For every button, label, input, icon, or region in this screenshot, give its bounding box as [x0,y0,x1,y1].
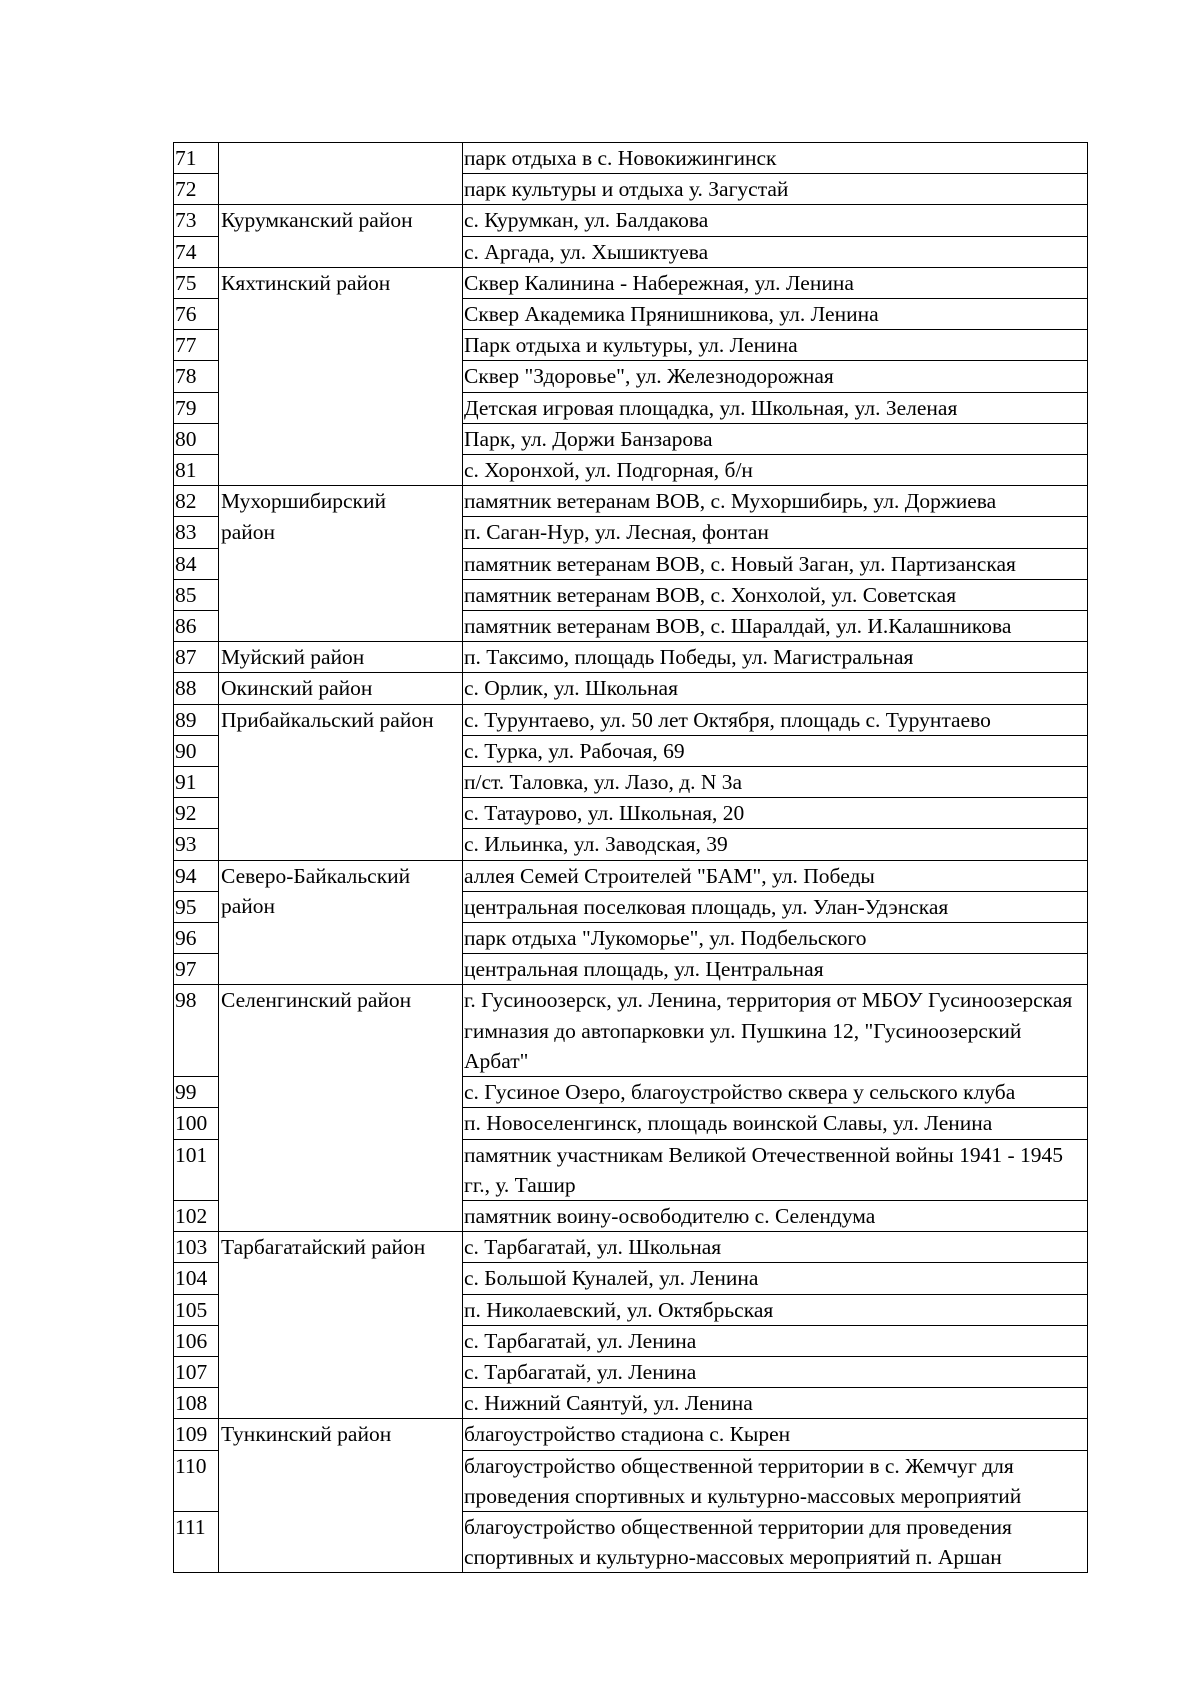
table-body [174,143,1088,1573]
table-row [174,392,1088,423]
table-row [174,673,1088,704]
territory-cell: памятник ветеранам ВОВ, с. Шаралдай, ул. И.Калашникова [463,611,1088,642]
row-number-cell: 92 [174,798,219,829]
territory-cell: г. Гусиноозерск, ул. Ленина, территория от МБОУ Гусиноозерская гимназия до автопарковки ул. Пушкина 12, "Гусиноозерский Арбат" [463,985,1088,1077]
table-row [174,579,1088,610]
row-number-cell: 84 [174,548,219,579]
row-number-cell: 82 [174,486,219,517]
district-cell: Мухоршибирский [219,486,463,517]
district-cell [219,392,463,423]
row-number-cell: 75 [174,267,219,298]
table-row [174,267,1088,298]
table-row [174,330,1088,361]
row-number-cell: 104 [174,1263,219,1294]
table-row [174,1419,1088,1450]
territory-cell: благоустройство общественной территории для проведения спортивных и культурно-массовых мероприятий п. Аршан [463,1511,1088,1572]
district-cell: Тарбагатайский район [219,1232,463,1263]
row-number-cell: 79 [174,392,219,423]
territory-cell: Парк, ул. Доржи Банзарова [463,423,1088,454]
territory-cell: с. Нижний Саянтуй, ул. Ленина [463,1388,1088,1419]
row-number-cell: 87 [174,642,219,673]
district-cell: Тункинский район [219,1419,463,1450]
row-number-cell: 105 [174,1294,219,1325]
row-number-cell: 80 [174,423,219,454]
table-row [174,548,1088,579]
territory-cell: Сквер "Здоровье", ул. Железнодорожная [463,361,1088,392]
district-cell [219,1511,463,1572]
row-number-cell: 106 [174,1325,219,1356]
row-number-cell: 76 [174,299,219,330]
district-cell [219,548,463,579]
district-cell [219,923,463,954]
territory-cell: с. Орлик, ул. Школьная [463,673,1088,704]
table-row [174,423,1088,454]
territory-cell: Сквер Академика Прянишникова, ул. Ленина [463,299,1088,330]
territory-cell: п. Таксимо, площадь Победы, ул. Магистральная [463,642,1088,673]
district-cell [219,455,463,486]
territory-cell: центральная поселковая площадь, ул. Улан-Удэнская [463,891,1088,922]
territory-cell: с. Тарбагатай, ул. Школьная [463,1232,1088,1263]
table-row [174,1108,1088,1139]
table-row [174,767,1088,798]
territory-cell: с. Аргада, ул. Хышиктуева [463,236,1088,267]
row-number-cell: 109 [174,1419,219,1450]
district-cell [219,1356,463,1387]
table-row [174,1325,1088,1356]
table-row [174,1200,1088,1231]
territory-cell: парк культуры и отдыха у. Загустай [463,174,1088,205]
territory-cell: п. Новоселенгинск, площадь воинской Славы, ул. Ленина [463,1108,1088,1139]
territory-cell: благоустройство общественной территории в с. Жемчуг для проведения спортивных и культурно-массовых мероприятий [463,1450,1088,1511]
district-cell: Северо-Байкальский [219,860,463,891]
table-row [174,1232,1088,1263]
district-cell [219,299,463,330]
row-number-cell: 108 [174,1388,219,1419]
table-row [174,517,1088,548]
territory-cell: парк отдыха в с. Новокижингинск [463,143,1088,174]
district-cell: район [219,517,463,548]
table-row [174,891,1088,922]
table-row [174,1388,1088,1419]
table-row [174,143,1088,174]
territory-cell: с. Курумкан, ул. Балдакова [463,205,1088,236]
territory-cell: п. Саган-Нур, ул. Лесная, фонтан [463,517,1088,548]
territory-cell: с. Тарбагатай, ул. Ленина [463,1356,1088,1387]
row-number-cell: 85 [174,579,219,610]
row-number-cell: 95 [174,891,219,922]
district-cell: Прибайкальский район [219,704,463,735]
table-row [174,798,1088,829]
table-row [174,1077,1088,1108]
district-cell [219,954,463,985]
table-row [174,829,1088,860]
territory-cell: Детская игровая площадка, ул. Школьная, ул. Зеленая [463,392,1088,423]
row-number-cell: 111 [174,1511,219,1572]
district-cell [219,143,463,174]
row-number-cell: 74 [174,236,219,267]
table-row [174,611,1088,642]
district-cell [219,767,463,798]
territory-cell: памятник участникам Великой Отечественной войны 1941 - 1945 гг., у. Ташир [463,1139,1088,1200]
district-cell [219,1294,463,1325]
row-number-cell: 110 [174,1450,219,1511]
territory-cell: с. Большой Куналей, ул. Ленина [463,1263,1088,1294]
row-number-cell: 107 [174,1356,219,1387]
table-row [174,455,1088,486]
table-row [174,985,1088,1077]
table-row [174,860,1088,891]
table-row [174,954,1088,985]
table-row [174,174,1088,205]
territory-cell: аллея Семей Строителей "БАМ", ул. Победы [463,860,1088,891]
district-cell [219,423,463,454]
district-cell [219,1200,463,1231]
territory-cell: с. Татаурово, ул. Школьная, 20 [463,798,1088,829]
district-cell [219,236,463,267]
district-cell [219,1388,463,1419]
row-number-cell: 102 [174,1200,219,1231]
district-cell [219,361,463,392]
territory-cell: благоустройство стадиона с. Кырен [463,1419,1088,1450]
territory-cell: п. Николаевский, ул. Октябрьская [463,1294,1088,1325]
row-number-cell: 72 [174,174,219,205]
district-cell [219,330,463,361]
territory-cell: п/ст. Таловка, ул. Лазо, д. N 3а [463,767,1088,798]
row-number-cell: 93 [174,829,219,860]
district-cell [219,579,463,610]
row-number-cell: 86 [174,611,219,642]
table-row [174,361,1088,392]
territory-cell: с. Тарбагатай, ул. Ленина [463,1325,1088,1356]
district-cell: Муйский район [219,642,463,673]
district-cell: Курумканский район [219,205,463,236]
territory-cell: памятник ветеранам ВОВ, с. Новый Заган, ул. Партизанская [463,548,1088,579]
row-number-cell: 101 [174,1139,219,1200]
district-cell [219,1263,463,1294]
district-cell [219,735,463,766]
territory-cell: памятник ветеранам ВОВ, с. Мухоршибирь, ул. Доржиева [463,486,1088,517]
table-row [174,1511,1088,1572]
row-number-cell: 96 [174,923,219,954]
row-number-cell: 89 [174,704,219,735]
territories-table [173,142,1088,1573]
territory-cell: памятник воину-освободителю с. Селендума [463,1200,1088,1231]
district-cell [219,1139,463,1200]
district-cell: Окинский район [219,673,463,704]
district-cell [219,829,463,860]
row-number-cell: 103 [174,1232,219,1263]
territory-cell: парк отдыха "Лукоморье", ул. Подбельского [463,923,1088,954]
district-cell: район [219,891,463,922]
territory-cell: с. Турунтаево, ул. 50 лет Октября, площадь с. Турунтаево [463,704,1088,735]
row-number-cell: 78 [174,361,219,392]
district-cell [219,798,463,829]
table-row [174,1450,1088,1511]
territory-cell: с. Хоронхой, ул. Подгорная, б/н [463,455,1088,486]
row-number-cell: 77 [174,330,219,361]
district-cell [219,1450,463,1511]
table-row [174,299,1088,330]
table-row [174,923,1088,954]
territory-cell: с. Турка, ул. Рабочая, 69 [463,735,1088,766]
row-number-cell: 94 [174,860,219,891]
table-row [174,236,1088,267]
row-number-cell: 81 [174,455,219,486]
row-number-cell: 99 [174,1077,219,1108]
territory-cell: Парк отдыха и культуры, ул. Ленина [463,330,1088,361]
table-row [174,486,1088,517]
row-number-cell: 91 [174,767,219,798]
district-cell [219,174,463,205]
table-row [174,1356,1088,1387]
row-number-cell: 90 [174,735,219,766]
district-cell [219,1108,463,1139]
row-number-cell: 100 [174,1108,219,1139]
row-number-cell: 71 [174,143,219,174]
row-number-cell: 97 [174,954,219,985]
territory-cell: центральная площадь, ул. Центральная [463,954,1088,985]
territory-cell: с. Ильинка, ул. Заводская, 39 [463,829,1088,860]
district-cell [219,1077,463,1108]
table-row [174,642,1088,673]
table-row [174,735,1088,766]
table-row [174,1294,1088,1325]
territory-cell: с. Гусиное Озеро, благоустройство сквера у сельского клуба [463,1077,1088,1108]
table-row [174,1263,1088,1294]
row-number-cell: 98 [174,985,219,1077]
district-cell [219,611,463,642]
territory-cell: памятник ветеранам ВОВ, с. Хонхолой, ул. Советская [463,579,1088,610]
table-row [174,1139,1088,1200]
district-cell: Селенгинский район [219,985,463,1077]
row-number-cell: 83 [174,517,219,548]
row-number-cell: 73 [174,205,219,236]
table-row [174,205,1088,236]
district-cell: Кяхтинский район [219,267,463,298]
district-cell [219,1325,463,1356]
table-row [174,704,1088,735]
territory-cell: Сквер Калинина - Набережная, ул. Ленина [463,267,1088,298]
row-number-cell: 88 [174,673,219,704]
